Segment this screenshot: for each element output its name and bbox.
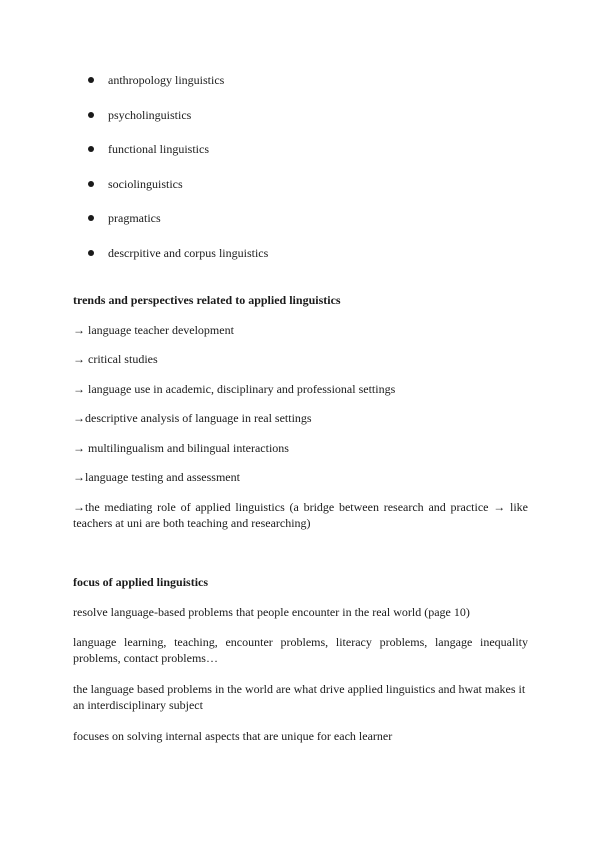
list-item: descrpitive and corpus linguistics: [88, 245, 268, 280]
list-item: sociolinguistics: [88, 176, 268, 211]
bullet-icon: [88, 77, 94, 83]
trend-item: → critical studies: [73, 352, 158, 366]
list-item: psycholinguistics: [88, 107, 268, 142]
bullet-icon: [88, 146, 94, 152]
trend-item: →language testing and assessment: [73, 470, 240, 484]
bullet-icon: [88, 112, 94, 118]
trend-item: →the mediating role of applied linguistics (a bridge between research and practice → like teachers at uni are both teaching and researching): [73, 500, 528, 530]
focus-paragraph: focuses on solving internal aspects that are unique for each learner: [73, 729, 393, 743]
trend-item: → multilingualism and bilingual interactions: [73, 441, 289, 455]
bullet-icon: [88, 215, 94, 221]
trend-item: →descriptive analysis of language in real settings: [73, 411, 312, 425]
focus-paragraph: language learning, teaching, encounter problems, literacy problems, langage inequality problems, contact problems…: [73, 635, 528, 665]
section-heading-focus: focus of applied linguistics: [73, 575, 209, 589]
focus-paragraph: the language based problems in the world are what drive applied linguistics and hwat makes it an interdisciplinary subject: [73, 682, 526, 712]
bullet-icon: [88, 181, 94, 187]
bullet-icon: [88, 250, 94, 256]
list-item: pragmatics: [88, 210, 268, 245]
trend-item: → language teacher development: [73, 323, 234, 337]
list-item: anthropology linguistics: [88, 72, 268, 107]
section-heading-trends: trends and perspectives related to applied linguistics: [73, 293, 341, 307]
linguistics-subfields-list: [88, 72, 268, 280]
list-item: functional linguistics: [88, 141, 268, 176]
trend-item: → language use in academic, disciplinary and professional settings: [73, 382, 396, 396]
focus-paragraph: resolve language-based problems that people encounter in the real world (page 10): [73, 605, 470, 619]
